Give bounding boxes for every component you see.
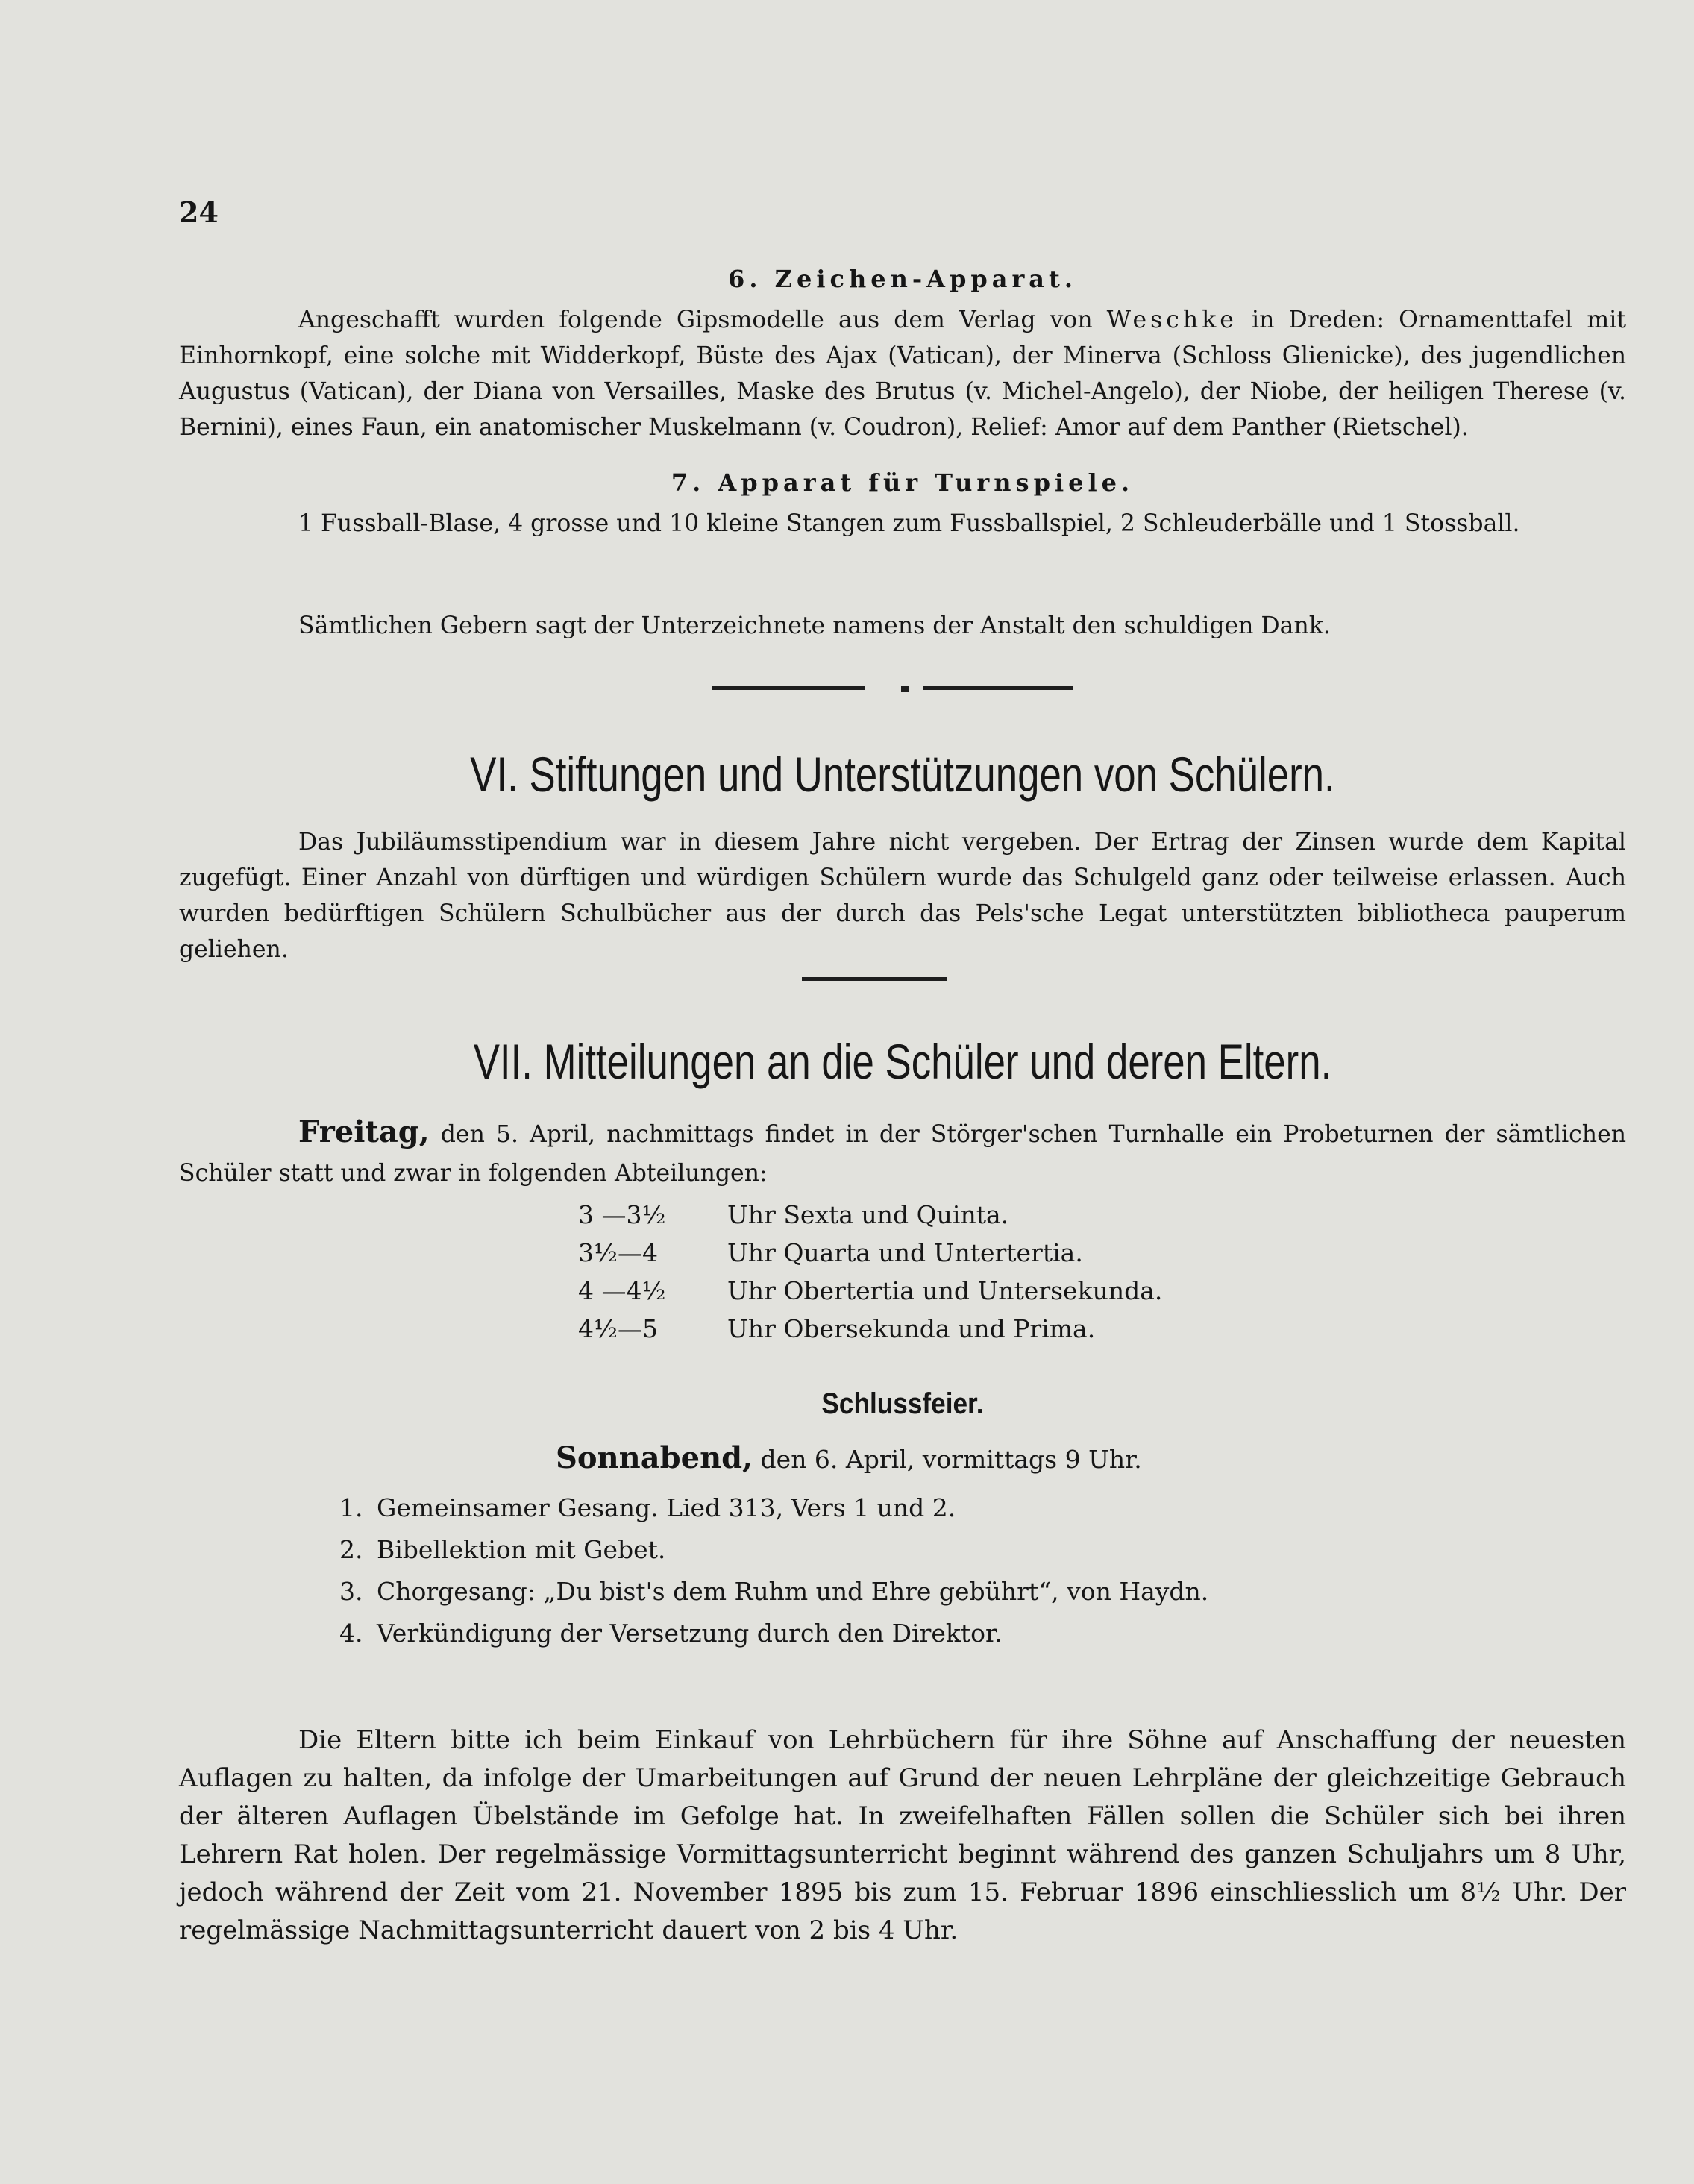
schedule-groups: Uhr Quarta und Untertertia. (727, 1238, 1083, 1267)
schedule-groups: Uhr Obertertia und Untersekunda. (727, 1276, 1163, 1305)
divider-dot (901, 686, 909, 692)
thanks-text: Sämtlichen Gebern sagt der Unterzeichnete namens der Anstalt den schuldigen Dank. (298, 612, 1331, 639)
section-7-heading: 7. Apparat für Turnspiele. (671, 468, 1135, 497)
section-6-text (179, 302, 1626, 445)
closing-paragraph: Die Eltern bitte ich beim Einkauf von Lehrbüchern für ihre Söhne auf Anschaffung der neuesten Auflagen zu halten, da infolge der Umarbeitungen auf Grund der neuen Lehrpläne der gleichzeitige Gebrauch der älteren Auflagen Übelstände im Gefolge hat. In zweifelhaften Fällen sollen die Schüler sich bei ihren Lehrern Rat holen. Der regelmässige Vormittagsunterricht beginnt während des ganzen Schuljahrs um 8 Uhr, jedoch während der Zeit vom 21. November 1895 bis zum 15. Februar 1896 einschliesslich um 8½ Uhr. Der regelmässige Nachmittagsunterricht dauert von 2 bis 4 Uhr. (179, 1725, 1626, 1945)
program-number: 1. (339, 1493, 363, 1522)
chapter-6-text: Das Jubiläumsstipendium war in diesem Jahre nicht vergeben. Der Ertrag der Zinsen wurde dem Kapital zugefügt. Einer Anzahl von dürftigen und würdigen Schülern wurde das Schulgeld ganz oder teilweise erlassen. Auch wurden bedürftigen Schülern Schulbücher aus der durch das Pels'sche Legat unterstützten bibliotheca pauperum geliehen. (179, 829, 1626, 963)
schedule-time: 4 —4½ (578, 1276, 666, 1305)
chapter-7-intro-text: den 5. April, nachmittags findet in der Störger'schen Turnhalle ein Probeturnen der sämtlichen Schüler statt und zwar in folgenden Abteilungen: (179, 1121, 1626, 1187)
section-6-heading: 6. Zeichen-Apparat. (728, 265, 1077, 293)
schedule-row (578, 1312, 1095, 1346)
program-item (339, 1531, 665, 1569)
schedule-row (578, 1274, 1162, 1308)
schedule-time: 4½—5 (578, 1314, 658, 1343)
schedule-groups: Uhr Sexta und Quinta. (727, 1200, 1009, 1229)
chapter-6-title: VI. Stiftungen und Unterstützungen von Schülern. (470, 747, 1335, 802)
ceremony-time: den 6. April, vormittags 9 Uhr. (753, 1445, 1142, 1474)
section-7-text: 1 Fussball-Blase, 4 grosse und 10 kleine Stangen zum Fussballspiel, 2 Schleuderbälle und 1 Stossball. (298, 510, 1520, 537)
weekday-friday: Freitag, (298, 1114, 430, 1149)
section-6-text-rest: in Dreden: Ornamenttafel mit Einhornkopf, eine solche mit Widderkopf, Büste des Ajax (Vatican), der Minerva (Schloss Glienicke), des jugendlichen Augustus (Vatican), der Diana von Versailles, Maske des Brutus (v. Michel-Angelo), der Niobe, der heiligen Therese (v. Bernini), eines Faun, ein anatomischer Muskelmann (v. Coudron), Relief: Amor auf dem Panther (Rietschel). (179, 307, 1626, 441)
schedule-groups: Uhr Obersekunda und Prima. (727, 1314, 1096, 1343)
page-number: 24 (179, 195, 219, 229)
program-text: Bibellektion mit Gebet. (377, 1535, 666, 1564)
section-6-text-lead: Angeschafft wurden folgende Gipsmodelle aus dem Verlag von (298, 307, 1107, 333)
ceremony-heading: Schlussfeier. (821, 1387, 984, 1420)
chapter-7-intro (179, 1113, 1626, 1193)
ceremony-date (556, 1441, 1142, 1477)
publisher-name: Weschke (1106, 307, 1237, 333)
divider-rule (802, 977, 947, 981)
schedule-time: 3 —3½ (578, 1200, 666, 1229)
program-item (339, 1572, 1208, 1611)
weekday-saturday: Sonnabend, (556, 1440, 753, 1475)
schedule-row (578, 1236, 1083, 1270)
program-item (339, 1614, 1003, 1653)
program-text: Chorgesang: „Du bist's dem Ruhm und Ehre gebührt“, von Haydn. (377, 1577, 1209, 1606)
program-item (339, 1489, 956, 1528)
divider-left (712, 686, 865, 690)
schedule-time: 3½—4 (578, 1238, 658, 1267)
program-number: 2. (339, 1535, 363, 1564)
schedule-row (578, 1198, 1008, 1232)
program-text: Verkündigung der Versetzung durch den Direktor. (377, 1619, 1003, 1648)
chapter-7-title: VII. Mitteilungen an die Schüler und deren Eltern. (473, 1034, 1332, 1089)
program-text: Gemeinsamer Gesang. Lied 313, Vers 1 und 2. (377, 1493, 956, 1522)
divider-right (923, 686, 1073, 690)
program-number: 4. (339, 1619, 363, 1648)
program-number: 3. (339, 1577, 363, 1606)
